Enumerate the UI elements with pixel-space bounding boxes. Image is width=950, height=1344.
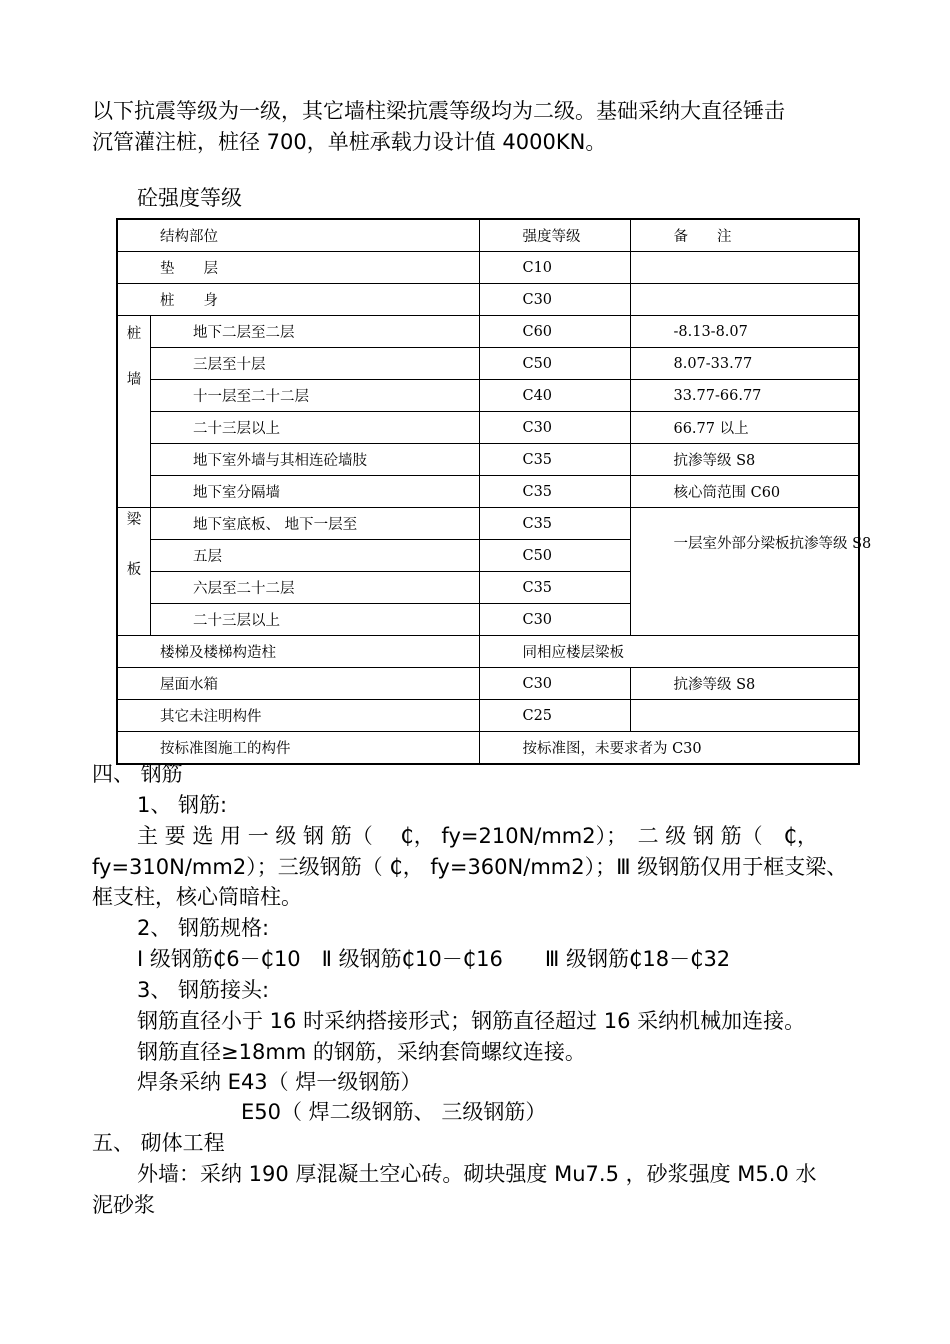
group-label-slab-bottom: 板 (126, 562, 142, 578)
section-4-title: 四、 钢筋 (92, 762, 183, 786)
cell-note: 33.77-66.77 (631, 380, 859, 412)
cell-part: 楼梯及楼梯构造柱 (117, 636, 480, 668)
section-4-sub-1: 1、 钢筋: (137, 793, 228, 817)
cell-note: 抗渗等级 S8 (631, 444, 859, 476)
table-row (117, 316, 859, 348)
cell-grade: C40 (480, 380, 631, 412)
table-title: 砼强度等级 (137, 186, 242, 210)
group-label-wall-top: 桩 (126, 326, 142, 342)
cell-part: 二十三层以上 (151, 604, 480, 636)
cell-note (631, 700, 859, 732)
group-label-wall (117, 316, 151, 508)
table-row (117, 380, 859, 412)
cell-note: 66.77 以上 (631, 412, 859, 444)
cell-grade: C35 (480, 508, 631, 540)
cell-part: 屋面水箱 (117, 668, 480, 700)
cell-part: 二十三层以上 (151, 412, 480, 444)
cell-grade: C50 (480, 540, 631, 572)
table-row (117, 700, 859, 732)
section-4-paragraph-line-3: 框支柱，核心筒暗柱。 (92, 885, 302, 909)
section-4-sub-2: 2、 钢筋规格: (137, 916, 270, 940)
cell-grade: C35 (480, 572, 631, 604)
cell-part: 六层至二十二层 (151, 572, 480, 604)
cell-note: 8.07-33.77 (631, 348, 859, 380)
header-grade: 强度等级 (480, 219, 631, 252)
table-row (117, 732, 859, 765)
section-5-line-2: 泥砂浆 (92, 1193, 155, 1217)
joint-line-3: 焊条采纳 E43（ 焊一级钢筋） (137, 1070, 422, 1094)
cell-grade: C30 (480, 604, 631, 636)
joint-line-2: 钢筋直径≥18mm 的钢筋，采纳套筒螺纹连接。 (137, 1040, 586, 1064)
cell-part: 三层至十层 (151, 348, 480, 380)
cell-note (631, 284, 859, 316)
table-row (117, 636, 859, 668)
cell-part: 十一层至二十二层 (151, 380, 480, 412)
cell-merged: 按标准图，未要求者为 C30 (480, 732, 859, 765)
table-row (117, 348, 859, 380)
cell-note: 抗渗等级 S8 (631, 668, 859, 700)
cell-grade: C25 (480, 700, 631, 732)
cell-part: 垫 层 (117, 252, 480, 284)
table-row (117, 252, 859, 284)
group-label-slab (117, 508, 151, 636)
cell-grade: C30 (480, 412, 631, 444)
cell-part: 地下二层至二层 (151, 316, 480, 348)
cell-grade: C35 (480, 476, 631, 508)
section-4-sub-3: 3、 钢筋接头: (137, 978, 270, 1002)
cell-note-merged: 一层室外部分梁板抗渗等级 S8 (631, 508, 859, 636)
section-5-line-1: 外墙：采纳 190 厚混凝土空心砖。砌块强度 Mu7.5 ，砂浆强度 M5.0 水 (137, 1162, 817, 1186)
joint-line-1: 钢筋直径小于 16 时采纳搭接形式；钢筋直径超过 16 采纳机械加连接。 (137, 1009, 806, 1033)
intro-line-2: 沉管灌注桩，桩径 700，单桩承载力设计值 4000KN。 (92, 130, 607, 154)
cell-grade: C60 (480, 316, 631, 348)
cell-part: 地下室外墙与其相连砼墙肢 (151, 444, 480, 476)
cell-part: 桩 身 (117, 284, 480, 316)
cell-grade: C50 (480, 348, 631, 380)
table-row (117, 412, 859, 444)
cell-grade: C35 (480, 444, 631, 476)
cell-merged: 同相应楼层梁板 (480, 636, 859, 668)
table-row (117, 508, 859, 540)
section-5-title: 五、 砌体工程 (92, 1131, 225, 1155)
table-row (117, 444, 859, 476)
cell-grade: C30 (480, 668, 631, 700)
cell-note: 核心筒范围 C60 (631, 476, 859, 508)
cell-note (631, 252, 859, 284)
header-note: 备 注 (631, 219, 859, 252)
intro-line-1: 以下抗震等级为一级，其它墙柱梁抗震等级均为二级。基础采纳大直径锤击 (92, 99, 785, 123)
header-part: 结构部位 (117, 219, 480, 252)
table-row (117, 284, 859, 316)
rebar-spec: Ⅰ 级钢筋₵6－₵10 Ⅱ 级钢筋₵10－₵16 Ⅲ 级钢筋₵18－₵32 (137, 947, 731, 971)
group-label-slab-top: 梁 (126, 512, 142, 528)
section-4-paragraph-line-2: fy=310N/mm2）；三级钢筋（ ₵， fy=360N/mm2）；Ⅲ 级钢筋仅用于框支梁、 (92, 855, 848, 879)
cell-note: -8.13-8.07 (631, 316, 859, 348)
cell-part: 按标准图施工的构件 (117, 732, 480, 765)
cell-grade: C10 (480, 252, 631, 284)
cell-grade: C30 (480, 284, 631, 316)
table-header-row (117, 219, 859, 252)
group-label-wall-bottom: 墙 (126, 372, 142, 388)
concrete-strength-table (116, 218, 872, 765)
cell-part: 地下室分隔墙 (151, 476, 480, 508)
table-row (117, 476, 859, 508)
joint-line-4: E50（ 焊二级钢筋、 三级钢筋） (241, 1100, 547, 1124)
cell-part: 地下室底板、 地下一层至 (151, 508, 480, 540)
section-4-paragraph-line-1: 主 要 选 用 一 级 钢 筋（ ₵， fy=210N/mm2）； 二 级 钢 筋（ ₵， (137, 824, 819, 848)
cell-part: 五层 (151, 540, 480, 572)
table-row (117, 668, 859, 700)
cell-part: 其它未注明构件 (117, 700, 480, 732)
